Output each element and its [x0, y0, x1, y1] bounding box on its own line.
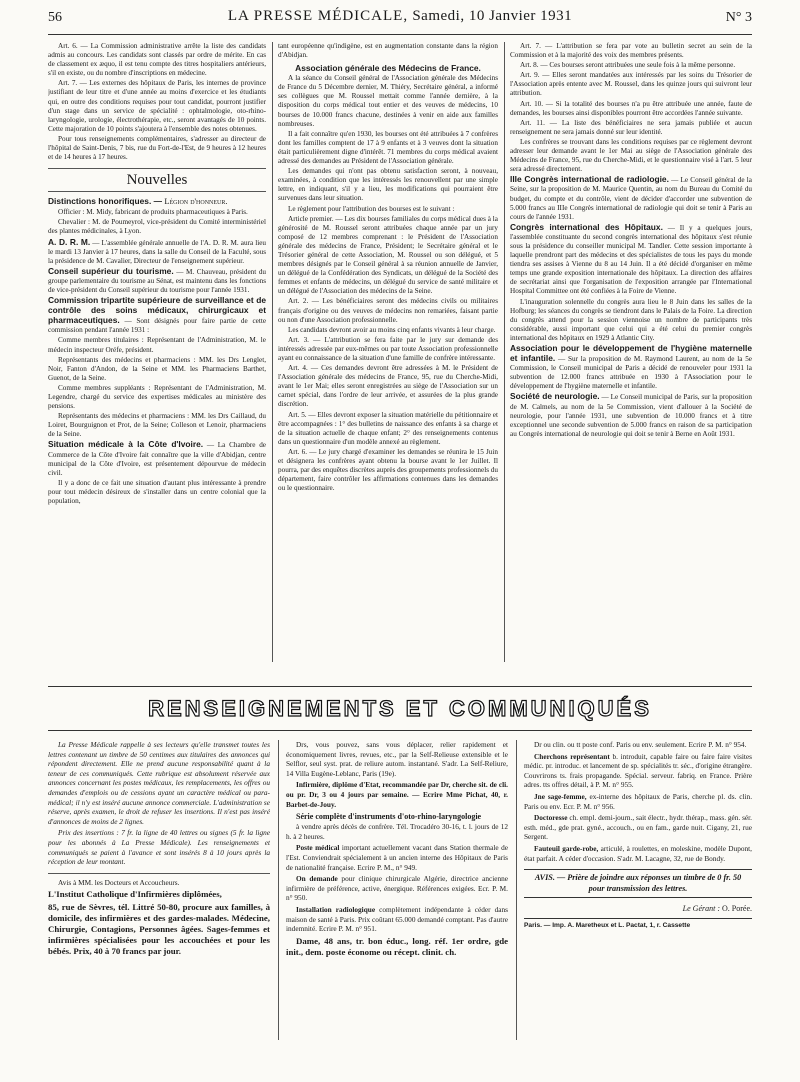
paragraph: Comme membres titulaires : Représentant de l'Administration, M. le médecin inspecteur Oréfe, président. — [48, 336, 266, 354]
ad-body: complètement indépendante à céder dans maison de santé à Paris. Prix coûtant 65.000 demandé comptant. Pas d'autre indemnité. Ecrire P. M. n° 951. — [286, 904, 508, 934]
classified-ad — [524, 752, 752, 790]
news-heading: Congrès international des Hôpitaux. — [510, 221, 663, 232]
ad-title: Doctoresse — [534, 813, 568, 823]
paragraph: Les candidats devront avoir au moins cinq enfants vivants à leur charge. — [288, 325, 496, 334]
news-body: Le Conseil général de la Seine, sur la proposition de M. Maurice Quentin, au nom du Bureau du Comité du budget, du compte et du contrôle, vient de décider d'accorder une subvention de 5.000 francs au IIIe Congrès international de radiologie qui doit se tenir à Paris au cours de l'année 1931. — [510, 176, 752, 221]
news-body: Le Conseil municipal de Paris, sur la proposition de M. Calmels, au nom de la 5e Commission, vient d'allouer à la Société de neurologie, pour l'année 1931, une subvention de 10.000 francs et à titre exceptionnel une seconde subvention de 5.000 francs en raison de sa participation au Congrès international de neurologie qui doit se tenir à Berne en Août 1931. — [510, 393, 752, 438]
paragraph: Congrès international des Hôpitaux. — Il y a quelques jours, l'assemblée constituante du second congrès international des hôpitaux s'est réunie sous la présidence du conseiller municipal M. Tandler. Cette session importante à laquelle prendront part des médecins et des spécialistes de tous les pays du monde tiendra ses assises à Vienne du 8 au 14 Juin. Il a été décidé d'organiser en même temps une grande exposition internationale des hôpitaux. La direction des affaires de secrétariat ainsi que l'organisation de l'exposition arrangée par l'International Hospital Committee ont été confiées à la Foire de Vienne. — [510, 221, 752, 296]
paragraph: IIIe Congrès international de radiologie. — Le Conseil général de la Seine, sur la proposition de M. Maurice Quentin, au nom du Bureau du Comité du budget, du compte et du contrôle, vient de décider d'accorder une subvention de 5.000 francs au IIIe Congrès international de radiologie qui doit se tenir à Paris au cours de l'année 1931. — [510, 174, 752, 221]
paragraph: Art. 4. — Ces demandes devront être adressées à M. le Président de l'Association générale des médecins de France, 95, rue du Cherche-Midi, avant le 1er Mai; elles seront enregistrées au siège de l'Association sur un carnet spécial, dans l'ordre de leur arrivée, et assurées de la plus grande discrétion. — [278, 364, 498, 409]
paragraph: Art. 5. — Elles devront exposer la situation matérielle du pétitionnaire et être accompagnées : 1° des bulletins de naissance des enfants à sa charge et de la situation actuelle de chaque enfant; 2° des renseignements contenus dans un questionnaire d'un modèle annexé au règlement. — [278, 410, 498, 446]
paragraph: Les demandes qui n'ont pas obtenu satisfaction seront, à nouveau, examinées, à condition que les intéressés les renouvellent par une simple lettre, en indiquant, s'il y a lieu, les modifications qui pourraient être survenues dans leur situation. — [278, 167, 498, 203]
section-rule — [48, 686, 752, 687]
ad-body: Dr ou clin. ou tt poste conf. Paris ou env. seulement. Ecrire P. M. n° 954. — [534, 740, 747, 749]
ad-title: Jne sage-femme, — [534, 791, 587, 801]
ad-title: Installation radiologique — [296, 904, 376, 914]
news-heading: A. D. R. M. — [48, 236, 91, 247]
news-body: Il y a quelques jours, l'assemblée constituante du second congrès international des hôpitaux s'est réunie sous la présidence du conseiller municipal M. Tandler. Cette session importante à laquelle prendront part des médecins et des spécialistes de tous les pays du monde tiendra ses assises à Vienne du 8 au 14 Juin. Il a été décidé d'organiser en même temps une grande exposition internationale des hôpitaux. La direction des affaires de secrétariat ainsi que l'organisation de l'exposition arrangée par l'International Hospital Committee ont été confiées à la Foire de Vienne. — [510, 223, 752, 296]
paragraph: Art. 7. — L'attribution se fera par vote au bulletin secret au sein de la Commission et à la majorité des voix des membres présents. — [510, 42, 752, 60]
classifieds-column-2 — [286, 740, 508, 1040]
paragraph: tant européenne qu'indigène, est en augmentation constante dans la région d'Abidjan. — [278, 42, 498, 60]
classifieds-pricing: Prix des insertions : 7 fr. la ligne de 40 lettres ou signes (5 fr. la ligne pour les abonnés à La Presse Médicale). Les renseignements et communiqués se paient à l'avance et sont insérés 8 à 10 jours après la réception de leur montant. — [48, 828, 270, 867]
gerant-label: Le Gérant : — [682, 903, 720, 913]
column-divider — [278, 740, 279, 1040]
gerant-name: O. Porée. — [722, 903, 752, 913]
paragraph: Chevalier : M. de Poumeyrol, vice-président du Comité interministériel des plantes médicinales, à Lyon. — [48, 218, 266, 236]
paragraph: Art. 11. — La liste des bénéficiaires ne sera jamais publiée et aucun renseignement ne sera jamais donné sur leur identité. — [510, 118, 752, 136]
ad-body: à vendre après décès de confrère. Tél. Trocadéro 30-16, t. l. jours de 12 h. à 2 heures. — [286, 822, 508, 841]
paragraph: A la séance du Conseil général de l'Association générale des Médecins de France du 5 Décembre dernier, M. Thiéry, Secrétaire général, a informé ses collègues que M. Roussel mettait comme l'année dernière, à la disposition du corps médical tout entier et des veuves de médecins, 10 bourses de 10.000 francs chacune, destinées à venir en aide aux familles nombreuses. — [278, 74, 498, 128]
news-body: L'assemblée générale annuelle de l'A. D. R. M. aura lieu le mardi 13 Janvier à 17 heures, dans la salle du Conseil de la Faculté, sous la présidence de M. Cavalier, Directeur de l'enseignement supérieur. — [48, 238, 266, 265]
news-heading: Situation médicale à la Côte d'Ivoire. — [48, 439, 204, 450]
column-divider — [504, 42, 505, 662]
ad-body: b. introduit, capable faire ou faire faire visites médic. pr. introduc. et lancement de sp. spécialités tr. séc., d'origine étrangère. Couvrirons ts. frais propagande. Spécial. serveur. fabriq. en France. Prière adres. tts offres détail, à P. M. n° 955. — [524, 751, 752, 790]
news-heading: Distinctions honorifiques. — Légion d'honneur. — [48, 196, 228, 207]
news-subheading: Légion d'honneur. — [164, 197, 228, 207]
paragraph: L'inauguration solennelle du congrès aura lieu le 8 Juin dans les salles de la Hofburg; les séances du congrès se tiendront dans le Palais de la Foire. La direction du congrès attend pour la session viennoise un nombre de participants très considérable, aussi important que celui qui a été celui du premier congrès international des hôpitaux en 1929 à Atlantic City. — [510, 297, 752, 342]
column-divider — [272, 42, 273, 662]
paragraph: Art. 3. — L'attribution se fera faite par le jury sur demande des intéressés adressée par eux-mêmes ou par toute Association professionnelle ayant eu connaissance de la situation d'une famille de confrère intéressante. — [278, 335, 498, 362]
news-heading: Conseil supérieur du tourisme. — [48, 265, 174, 276]
paragraph: Commission tripartite supérieure de surveillance et de contrôle des soins médicaux, chirurgicaux et pharmaceutiques. — Sont désignés pour faire partie de cette commission pendant l'année 1931 : — [48, 295, 266, 335]
classified-ad — [286, 905, 508, 934]
news-heading: IIIe Congrès international de radiologie. — [510, 174, 669, 185]
ad-body: articulé, à roulettes, en moleskine, modèle Dupont, état parfait. A céder d'occasion. S'adr. M. Lacagne, 32, rue de Bondy. — [524, 843, 752, 863]
news-body: La Chambre de Commerce de la Côte d'Ivoire fait connaître que la ville d'Abidjan, centre municipal de la Côte d'Ivoire, est présentement dépourvue de médecin civil. — [48, 441, 266, 477]
ad-body: pour clinique chirurgicale Algérie, directrice ancienne infirmière de préférence, active, énergique. Références exigées. Ecr. P. M. n° 950. — [286, 874, 508, 903]
classified-ad — [286, 780, 508, 809]
paragraph: Les confrères se trouvant dans les conditions requises par ce règlement devront adresser leur demande avant le 1er Mai au siège de l'Association générale des Médecins de France, 95, rue du Cherche-Midi, et le questionnaire visé à l'art. 5 leur sera adressé directement. — [510, 137, 752, 174]
ad-title: L'Institut Catholique d'Infirmières diplômées, — [48, 889, 222, 900]
page-header — [48, 8, 752, 36]
paragraph: Représentants des médecins et pharmaciens : MM. les Drs Caillaud, du Loiret, Bourguignon et Prot, de la Seine; Colleson et Lenoir, pharmaciens de la Seine. — [48, 412, 266, 439]
masthead — [48, 8, 752, 25]
paragraph: Art. 6. — Le jury chargé d'examiner les demandes se réunira le 15 Juin et désignera les confrères ayant obtenu la bourse avant le 1er Juillet. Il pourra, par des enquêtes discrètes auprès des groupements professionnels du département, faire contrôler les affirmations contenues dans les demandes ou le questionnaire. — [278, 447, 498, 493]
column-3 — [510, 42, 752, 662]
classified-ad — [286, 874, 508, 903]
ad-body: important actuellement vacant dans Station thermale de l'Est. Conviendrait spécialement à un ancien interne des Hôpitaux de Paris de nationalité française. Ecrire P. M., n° 949. — [286, 843, 508, 872]
page-number: 56 — [48, 10, 62, 25]
classifieds-column-1 — [48, 740, 270, 1040]
classified-ad — [286, 843, 508, 872]
news-body: Sur la proposition de M. Raymond Laurent, au nom de la 5e Commission, le Conseil municipal de Paris a décidé de renouveler pour 1931 la subvention de 12.000 francs attribuée en 1930 à l'Association pour le développement de l'hygiène maternelle et infantile. — [510, 355, 752, 391]
masthead-date: Samedi, 10 Janvier 1931 — [412, 8, 573, 24]
masthead-title: LA PRESSE MÉDICALE, — [227, 8, 409, 24]
column-divider — [516, 740, 517, 1040]
paragraph: Article premier. — Les dix bourses familiales du corps médical dues à la générosité de M. Roussel seront attribuées chaque année par un jury composé de 12 membres comprenant : le Président de l'Association générale des médecins de France, Président; le Secrétaire général et le Trésorier général de cette Association, M. Roussel ou son délégué, et 5 membres désignés par le Conseil général à sa réunion annuelle de Janvier, un délégué de la Confédération des Syndicats, un délégué de la Société des femmes et enfants de médecins, un délégué du service de santé militaire et un délégué de l'Association des médecins de la Seine. — [278, 214, 498, 296]
header-rule — [48, 34, 752, 35]
ad-title: Cherchons représentant — [534, 751, 610, 761]
classified-ad — [524, 792, 752, 811]
classifieds-column-3 — [524, 740, 752, 1040]
paragraph: Art. 6. — La Commission administrative arrête la liste des candidats admis au concours. Les candidats sont classés par ordre de mérite. En cas de classement ex æquo, il est tenu compte des titres hospitaliers antérieurs, s'il en existe, ou du nombre d'inscriptions en médecine. — [48, 42, 266, 78]
paragraph: Il a fait connaître qu'en 1930, les bourses ont été attribuées à 7 confrères dont les familles comptent de 17 à 9 enfants et à 3 veuves dont la situation était particulièrement digne d'intérêt. 71 membres du corps médical avaient adressé des demandes au Président de l'Association générale. — [278, 129, 498, 166]
notice-heading: Avis à MM. les Docteurs et Accoucheurs. — [58, 877, 180, 887]
paragraph: Pour tous renseignements complémentaires, s'adresser au directeur de l'hôpital de Saint-Denis, 7 bis, rue du Fort-de-l'Est, de 9 heures à 12 heures et de 14 heures à 17 heures. — [48, 134, 266, 162]
separator — [48, 873, 270, 874]
paragraph: Représentants des médecins et pharmaciens : MM. les Drs Lenglet, Noir, Fanton d'Andon, de la Seine et MM. les Pharmaciens Barthet, Guenot, de la Seine. — [48, 355, 266, 382]
printer-imprint: Paris. — Imp. A. Maretheux et L. Pactat, 1, r. Cassette — [524, 918, 752, 931]
ad-title: Fauteuil garde-robe, — [534, 843, 599, 853]
news-body: M. Chauveau, président du groupe parlementaire du tourisme au Sénat, est maintenu dans les fonctions de vice-président du Conseil supérieur du tourisme pour l'année 1931. — [48, 267, 266, 294]
paragraph: A. D. R. M. — L'assemblée générale annuelle de l'A. D. R. M. aura lieu le mardi 13 Janvier à 17 heures, dans la salle du Conseil de la Faculté, sous la présidence de M. Cavalier, Directeur de l'enseignement supérieur. — [48, 236, 266, 265]
paragraph: Situation médicale à la Côte d'Ivoire. — La Chambre de Commerce de la Côte d'Ivoire fait connaître que la ville d'Abidjan, centre municipal de la Côte d'Ivoire, est présentement dépourvue de médecin civil. — [48, 439, 266, 477]
ad-body: Dame, 48 ans, tr. bon éduc., long. réf. 1er ordre, gde init., dem. poste économe ou récept. clinit. ch. — [286, 935, 508, 957]
classifieds-intro: La Presse Médicale rappelle à ses lecteurs qu'elle transmet toutes les lettres contenant un timbre de 50 centimes aux titulaires des annonces qui répondent directement. Elle ne prend aucune responsabilité quant à la teneur de ces communiqués. Cette rubrique est absolument réservée aux annonces concernant les postes médicaux, les remplacements, les offres ou demandes d'emplois ou de cessions ayant un caractère médical ou para-médical; il n'y est inséré aucune annonce commerciale. L'administration se réserve, après examen, le droit de refuser les insertions. Il n'est pas inséré d'annonces de moins de 2 lignes. — [48, 740, 270, 826]
classified-ad — [524, 844, 752, 863]
paragraph: Conseil supérieur du tourisme. — M. Chauveau, président du groupe parlementaire du tourisme au Sénat, est maintenu dans les fonctions de vice-président du Conseil supérieur du tourisme pour l'année 1931. — [48, 265, 266, 294]
column-2 — [278, 42, 498, 662]
paragraph: Art. 2. — Les bénéficiaires seront des médecins civils ou militaires français d'origine ou des veuves de médecins non remariées, faisant partie ou non d'une Association professionnelle. — [278, 297, 498, 324]
ad-body: ex-interne des hôpitaux de Paris, cherche pl. ds. clin. Paris ou env. Ecr. P. M. n° 956. — [524, 791, 752, 811]
news-body: Sont désignés pour faire partie de cette commission pendant l'année 1931 : — [48, 317, 266, 335]
news-heading: Commission tripartite supérieure de surveillance et de contrôle des soins médicaux, chirurgicaux et pharmaceutiques. — [48, 295, 266, 326]
paragraph: Art. 10. — Si la totalité des bourses n'a pu être attribuée une année, faute de demandes, les bourses ainsi disponibles pourront être accordées l'année suivante. — [510, 99, 752, 117]
paragraph: Art. 9. — Elles seront mandatées aux intéressés par les soins du Trésorier de l'Association après entente avec M. Roussel, dans les quinze jours qui suivront leur attribution. — [510, 71, 752, 98]
ad-body: Drs, vous pouvez, sans vous déplacer, relier rapidement et économiquement livres, revues, etc., par la Self-Relieuse extensible et le Selflor, seul syst. prat. de reliure autom. instantané. S'adr. La Self-Reliure, 14 Villa Eugène-Leblanc, Paris (19e). — [286, 740, 508, 778]
issue-number: N° 3 — [725, 10, 752, 25]
news-heading: Association générale des Médecins de France. — [295, 63, 481, 74]
section-rule — [48, 730, 752, 731]
paragraph: Art. 7. — Les externes des hôpitaux de Paris, les internes de province justifiant de leur titre et d'une année au moins d'exercice et les étudiants qui, en outre des conditions requises pour tout candidat, pourront justifier d'un stage dans un service de spécialité : ophtalmologie, oto-rhino-laryngologie, urologie, électrothérapie, etc., seront avantagés de 10 points. Cette majoration de 10 points s'ajoutera à l'ensemble des notes obtenues. — [48, 79, 266, 133]
paragraph: Art. 8. — Ces bourses seront attribuées une seule fois à la même personne. — [520, 61, 736, 70]
paragraph: Officier : M. Midy, fabricant de produits pharmaceutiques à Paris. — [58, 208, 248, 217]
paragraph: Association pour le développement de l'hygiène maternelle et infantile. — Sur la proposition de M. Raymond Laurent, au nom de la 5e Commission, le Conseil municipal de Paris a décidé de renouveler pour 1931 la subvention de 12.000 francs attribuée en 1930 à l'Association pour le développement de l'hygiène maternelle et infantile. — [510, 343, 752, 391]
news-heading: Association pour le développement de l'hygiène maternelle et infantile. — [510, 343, 752, 364]
ad-body: ch. empl. demi-journ., sait électr., hydr. thérap., mass. gén. sér. esth. méd., gde prat. gyné., accouch., ou en fam., garde nuit. Cigany, 21, rue Sergent. — [524, 813, 752, 842]
news-heading-text: Distinctions honorifiques. — [48, 196, 152, 207]
section-title-nouvelles: Nouvelles — [48, 168, 266, 192]
ad-title: On demande — [296, 874, 338, 884]
column-1 — [48, 42, 266, 662]
ad-title: Poste médical — [296, 843, 340, 853]
ad-title: Infirmière, diplôme d'Etat, recommandée par Dr, cherche sit. de cli. ou pr. Dr, 3 ou 4 jours par semaine. — Ecrire Mme Pichat, 40, r. Barbet-de-Jouy. — [286, 780, 508, 809]
ad-title: Série complète d'instruments d'oto-rhino-laryngologie — [296, 812, 482, 822]
avis-box: AVIS. — Prière de joindre aux réponses un timbre de 0 fr. 50 pour transmission des lettres. — [524, 869, 752, 898]
paragraph: Comme membres suppléants : Représentant de l'Administration, M. Legendre, chargé du service des expertises médicales au ministère des pensions. — [48, 383, 266, 411]
news-heading: Société de neurologie. — [510, 391, 600, 402]
gerant-line — [524, 904, 752, 914]
section-title-renseignements: RENSEIGNEMENTS ET COMMUNIQUÉS — [148, 696, 652, 721]
paragraph: Le règlement pour l'attribution des bourses est le suivant : — [288, 204, 455, 213]
ad-body: 85, rue de Sèvres, tél. Littré 50-80, procure aux familles, à domicile, des infirmières et des gardes-malades. Médecine, Chirurgie, Contagions, Personnes âgées. Sages-femmes et infirmières spécialisées pour les accouchées et pour les bébés. Prix, 40 à 70 francs par jour. — [48, 902, 270, 957]
classified-ad — [524, 813, 752, 842]
paragraph: Il y a donc de ce fait une situation d'autant plus intéressante à prendre pour tout médecin désireux de s'installer dans un centre colonial que la population, — [48, 478, 266, 506]
paragraph: Société de neurologie. — Le Conseil municipal de Paris, sur la proposition de M. Calmels, au nom de la 5e Commission, vient d'allouer à la Société de neurologie, pour l'année 1931, une subvention de 10.000 francs et à titre exceptionnel une seconde subvention de 5.000 francs en raison de sa participation au Congrès international de neurologie qui doit se tenir à Berne en Août 1931. — [510, 391, 752, 438]
